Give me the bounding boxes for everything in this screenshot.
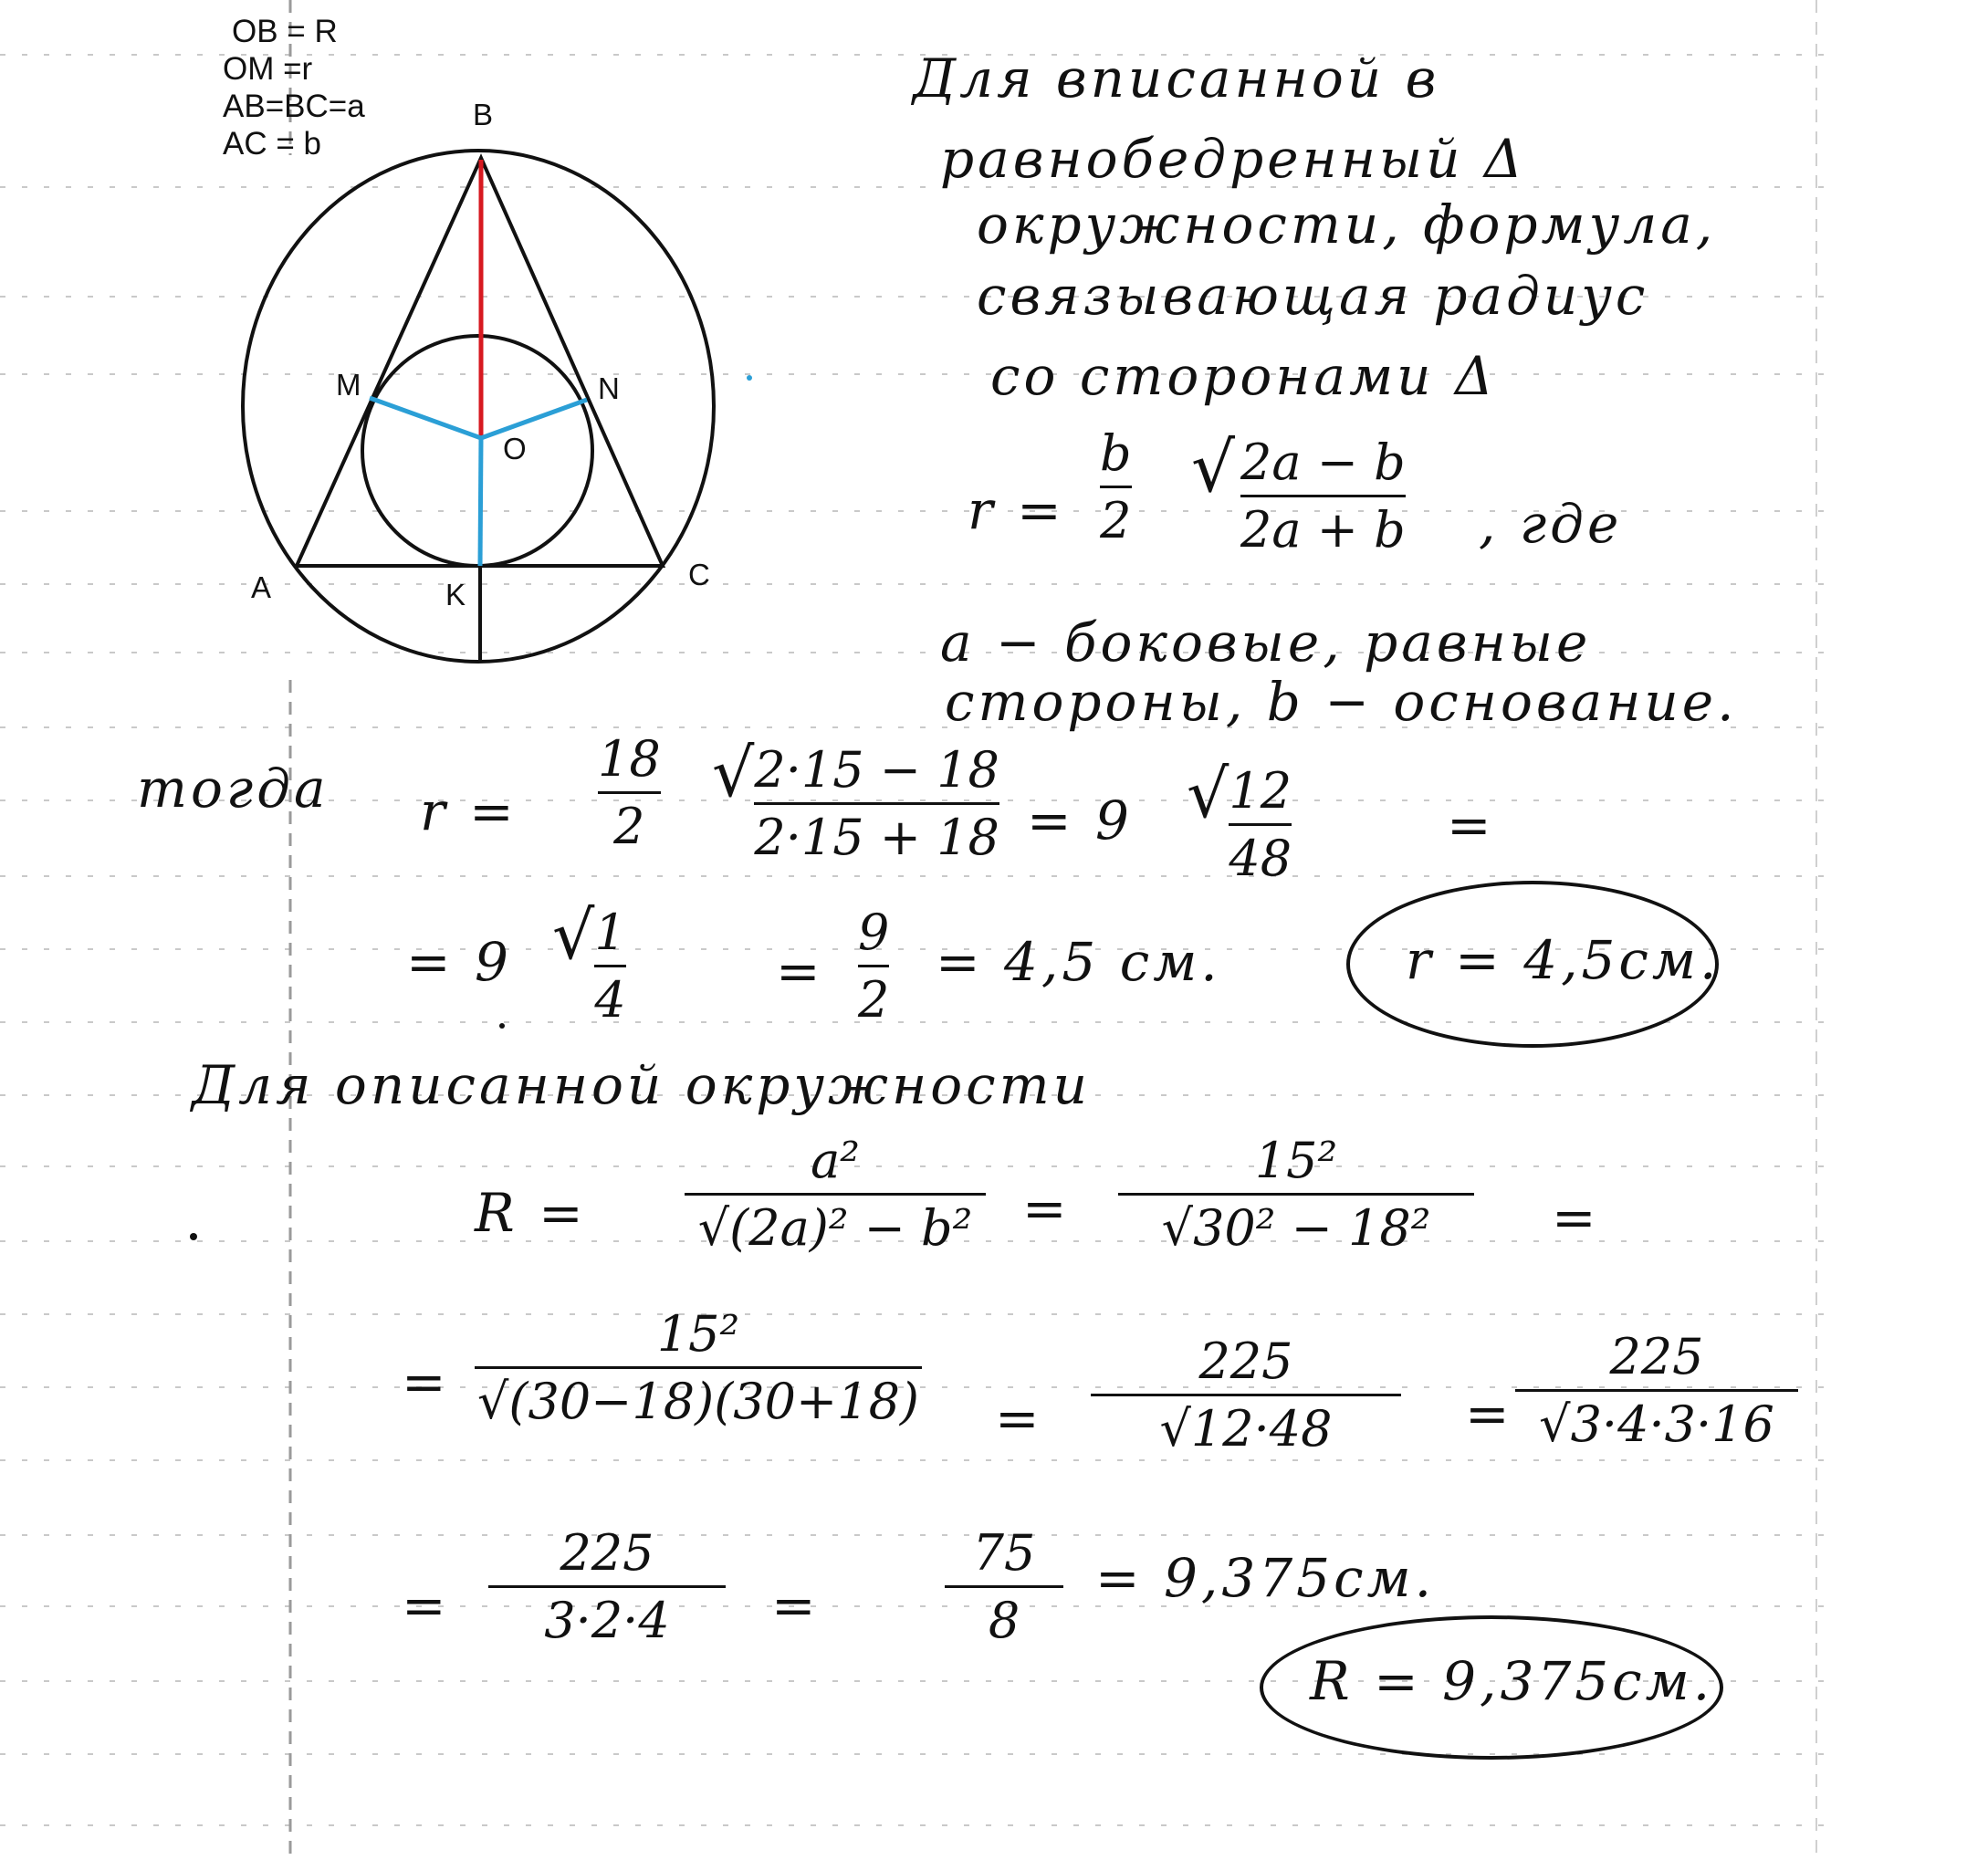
R-num2: 15²: [1254, 1132, 1338, 1189]
calc-r-eq3: =: [1447, 794, 1495, 856]
calc-r2-rad-den: 4: [594, 971, 626, 1029]
vertex-label-c: C: [688, 558, 710, 591]
R2-den3: 3·4·3·16: [1570, 1395, 1774, 1453]
sqrt-icon: √: [1539, 1395, 1571, 1453]
calc-r2-eq2: =: [776, 940, 824, 1002]
legend-ac: AC = b: [223, 126, 321, 162]
R3-num: 225: [560, 1524, 654, 1582]
R2-den2: 12·48: [1190, 1400, 1333, 1458]
calc-r2-rad-num: 1: [594, 904, 626, 961]
formula-r-coef-den: 2: [1100, 492, 1132, 549]
circumscribed-heading: Для описанной окружности: [192, 1054, 1091, 1116]
legend-om: OM =r: [223, 51, 313, 87]
R3-den2: 8: [988, 1592, 1020, 1649]
sqrt-icon: √: [1187, 756, 1229, 833]
R2-num: 15²: [656, 1305, 740, 1363]
answer-R: R = 9,375см.: [1310, 1650, 1714, 1712]
legend-ab-bc: AB=BC=a: [223, 89, 365, 124]
formula-r-rad-num: 2a − b: [1240, 434, 1406, 491]
vertex-label-m: M: [336, 368, 361, 402]
calc-r2-frac: [858, 904, 889, 1029]
calc-r-eq2: = 9: [1027, 789, 1133, 852]
calc-r-rad2-num: 12: [1229, 762, 1292, 820]
intro-line-4: связывающая радиус: [977, 265, 1649, 327]
formula-r-lhs: r =: [968, 479, 1065, 541]
R2-frac-3: [1515, 1328, 1798, 1453]
R2-num3: 225: [1609, 1328, 1704, 1385]
calc-r-coef-den: 2: [613, 798, 645, 855]
R2-eq: =: [402, 1351, 450, 1413]
intro-line-2: равнобедренный Δ: [940, 128, 1526, 190]
R3-frac-2: [945, 1524, 1063, 1649]
R3-eq2: =: [771, 1574, 820, 1636]
formula-r-rad-den: 2a + b: [1240, 501, 1406, 559]
formula-r-tail: , где: [1479, 493, 1623, 555]
calc-r-rad-num: 2·15 − 18: [754, 741, 999, 799]
formula-r-radical: [1191, 427, 1411, 559]
calc-r-radical: [712, 735, 999, 866]
segment-om: [370, 398, 481, 438]
calc-r2-radical: [552, 897, 626, 1029]
calc-r2-eq: = 9: [406, 931, 512, 993]
sqrt-icon: √: [1159, 1400, 1191, 1458]
R-den2: 30² − 18²: [1193, 1199, 1431, 1257]
R-den: (2a)² − b²: [729, 1199, 973, 1257]
R-frac-2: [1118, 1132, 1474, 1257]
sqrt-icon: √: [476, 1373, 509, 1430]
sqrt-icon: √: [697, 1199, 730, 1257]
where-line-1: a − боковые, равные: [940, 611, 1592, 674]
R-eq: =: [1022, 1177, 1071, 1239]
R3-eq: =: [402, 1574, 450, 1636]
segment-on: [481, 400, 587, 438]
figure-legend: [223, 13, 365, 162]
R3-den: 3·2·4: [544, 1592, 670, 1649]
calc-r-coef: [598, 730, 661, 855]
R-frac-1: [685, 1132, 986, 1257]
sqrt-icon: √: [552, 897, 595, 975]
legend-ob: OB = R: [232, 14, 338, 49]
inscribed-circle: [362, 336, 592, 566]
R2-frac-2: [1091, 1332, 1401, 1458]
R-lhs: R =: [475, 1182, 587, 1244]
vertex-label-o: O: [503, 432, 527, 465]
vertex-label-b: B: [473, 98, 494, 131]
vertex-label-n: N: [598, 371, 620, 405]
R-num: a²: [811, 1132, 860, 1189]
sqrt-icon: √: [1161, 1199, 1194, 1257]
calc-r2-frac-den: 2: [858, 971, 890, 1029]
intro-line-1: Для вписанной в: [913, 47, 1440, 110]
stray-dot-2: [190, 1233, 197, 1240]
R2-frac-1: [475, 1305, 922, 1430]
sqrt-icon: √: [1191, 427, 1236, 507]
then-word: тогда: [137, 758, 330, 820]
stray-dot: [747, 375, 752, 381]
calc-r-coef-num: 18: [598, 730, 661, 788]
formula-r-coef: [1100, 424, 1132, 549]
R2-eq2: =: [995, 1387, 1043, 1449]
vertex-label-a: A: [251, 570, 272, 604]
calc-r-radical-2: [1187, 756, 1292, 887]
calc-r2-frac-num: 9: [858, 904, 890, 961]
where-line-2: стороны, b − основание.: [945, 671, 1738, 733]
intro-line-5: со сторонами Δ: [990, 345, 1497, 407]
R3-result: = 9,375см.: [1095, 1547, 1436, 1609]
R2-num2: 225: [1198, 1332, 1293, 1390]
answer-r: r = 4,5см.: [1406, 929, 1721, 991]
sqrt-icon: √: [712, 735, 755, 812]
segment-ok: [480, 438, 481, 566]
intro-line-3: окружности, формула,: [977, 193, 1717, 256]
calc-r-rad-den: 2·15 + 18: [754, 809, 999, 866]
R3-frac-1: [488, 1524, 726, 1649]
vertex-label-k: K: [445, 578, 466, 611]
calc-r2-result: = 4,5 см.: [936, 931, 1221, 993]
R-eq2: =: [1552, 1186, 1600, 1249]
calc-r-rad2-den: 48: [1229, 830, 1292, 887]
R2-den: (30−18)(30+18): [508, 1373, 920, 1430]
calc-r-lhs: r =: [420, 780, 518, 842]
R2-eq3: =: [1465, 1383, 1513, 1445]
formula-r-coef-num: b: [1100, 424, 1132, 482]
R3-num2: 75: [972, 1524, 1036, 1582]
stray-dot-3: [499, 1023, 505, 1029]
